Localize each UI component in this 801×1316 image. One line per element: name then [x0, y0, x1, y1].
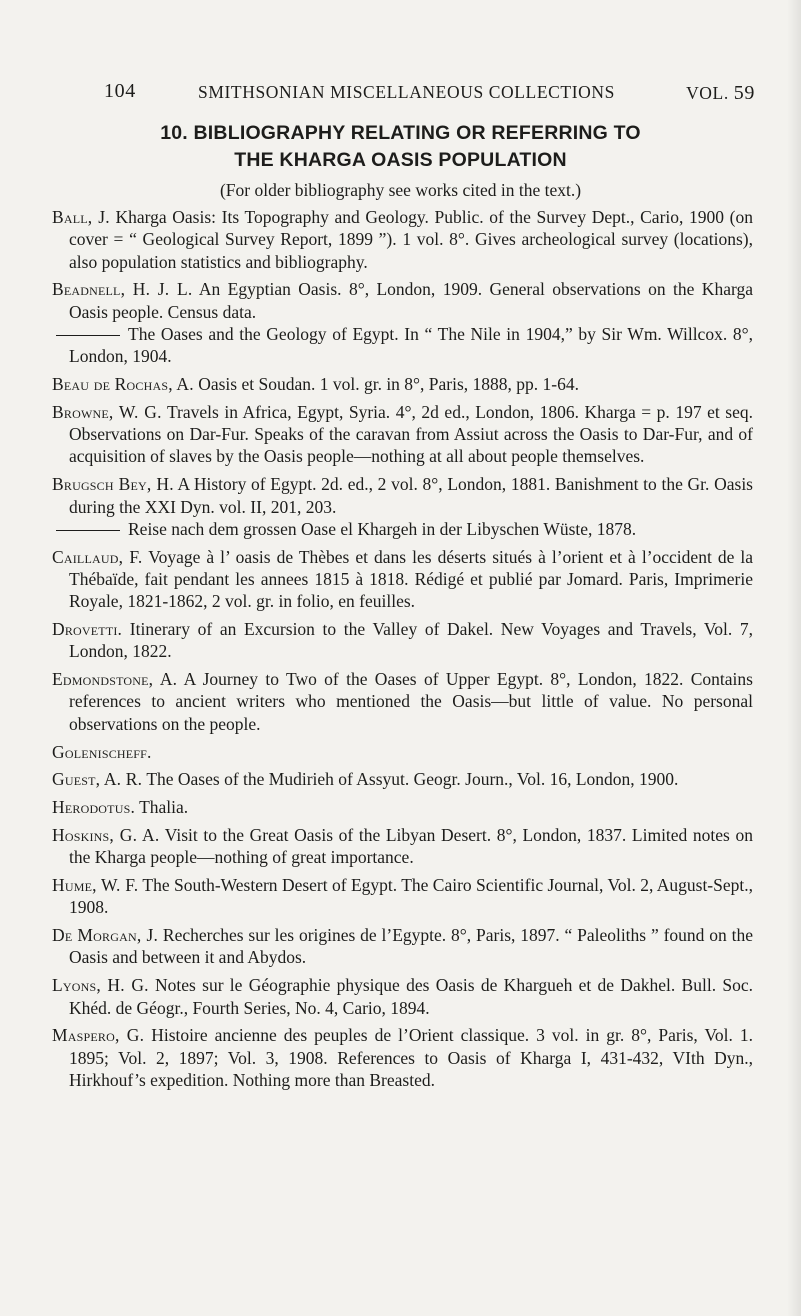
entry-author: Browne, W. G.: [52, 401, 162, 422]
bibliography-entry: [52, 668, 753, 735]
bibliography-entry: [52, 974, 753, 1019]
entry-author: Edmondstone, A.: [52, 669, 178, 690]
entry-text: The Oases of the Mudirieh of Assyut. Geogr. Journ., Vol. 16, London, 1900.: [142, 769, 679, 790]
bibliography-list: [52, 206, 753, 1097]
entry-text: Recherches sur les origines de l’Egypte. 8°, Paris, 1897. “ Paleoliths ” found on the Oasis and between it and Abydos.: [69, 925, 753, 968]
page-number: 104: [104, 80, 136, 102]
volume-number: 59: [733, 82, 755, 104]
entry-author: Brugsch Bey, H.: [52, 474, 174, 495]
bibliography-entry: [52, 824, 753, 869]
entry-text: Oasis et Soudan. 1 vol. gr. in 8°, Paris, 1888, pp. 1-64.: [193, 374, 580, 395]
running-title: SMITHSONIAN MISCELLANEOUS COLLECTIONS: [198, 82, 615, 102]
entry-author: De Morgan, J.: [52, 925, 159, 946]
section-title-line-1: 10. BIBLIOGRAPHY RELATING OR REFERRING TO: [160, 122, 641, 144]
bibliography-entry: [52, 924, 753, 969]
entry-author: Drovetti.: [52, 619, 123, 640]
page-edge-shadow: [787, 0, 801, 1316]
entry-author: Beau de Rochas, A.: [52, 374, 194, 395]
entry-text: Travels in Africa, Egypt, Syria. 4°, 2d ed., London, 1806. Kharga = p. 197 et seq. Observations on Dar-Fur. Speaks of the caravan from Assiut across the Oasis to Dar-Fur, and of acquisition of slaves by the Oasis people—nothing at all about people themselves.: [69, 401, 753, 467]
entry-author: Beadnell, H. J. L.: [52, 279, 193, 300]
bibliography-entry: [52, 618, 753, 663]
section-title: [50, 120, 751, 174]
entry-text: Kharga Oasis: Its Topography and Geology. Public. of the Survey Dept., Cario, 1900 (on cover = “ Geological Survey Report, 1899 ”). 1 vol. 8°. Gives archeological survey (locations), also population statistics and bibliography.: [69, 207, 753, 272]
entry-text: A History of Egypt. 2d. ed., 2 vol. 8°, London, 1881. Banishment to the Gr. Oasis during the XXI Dyn. vol. II, 201, 203.: [69, 474, 753, 517]
ditto-dash: [56, 335, 120, 336]
entry-author: Guest, A. R.: [52, 769, 143, 790]
bibliography-entry: [52, 473, 753, 518]
entry-text: Notes sur le Géographie physique des Oasis de Khargueh et de Dakhel. Bull. Soc. Khéd. de Géogr., Fourth Series, No. 4, Cario, 1894.: [69, 975, 753, 1018]
bibliography-entry: [52, 741, 753, 763]
bibliography-entry: [52, 206, 753, 273]
bibliography-entry: [52, 546, 753, 613]
volume-prefix: VOL.: [686, 83, 729, 103]
bibliography-entry: [52, 768, 753, 790]
bibliography-entry: [52, 373, 753, 395]
entry-text: Voyage à l’ oasis de Thèbes et dans les déserts situés à l’orient et à l’occident de la Thébaïde, fait pendant les annees 1815 à 1818. Rédigé et publié par Jomard. Paris, Imprimerie Royale, 1821-1862, 2 vol. gr. in folio, en feuilles.: [69, 546, 753, 612]
entry-text: A Journey to Two of the Oases of Upper Egypt. 8°, London, 1822. Contains references to ancient writers who mentioned the Oasis—but little of value. No personal observations on the people.: [69, 669, 753, 734]
entry-author: Herodotus.: [52, 797, 136, 818]
entry-author: Hume, W. F.: [52, 875, 139, 896]
ditto-dash: [56, 530, 120, 531]
entry-text: Histoire ancienne des peuples de l’Orient classique. 3 vol. in gr. 8°, Paris, Vol. 1. 1895; Vol. 2, 1897; Vol. 3, 1908. References to Oasis of Kharga I, 431-432, VIth Dyn., Hirkhouf’s expedition. Nothing more than Breasted.: [69, 1025, 753, 1090]
entry-author: Lyons, H. G.: [52, 975, 149, 996]
entry-text: The Oases and the Geology of Egypt. In “ The Nile in 1904,” by Sir Wm. Willcox. 8°, London, 1904.: [69, 323, 753, 367]
bibliography-entry: [52, 796, 753, 818]
entry-author: Hoskins, G. A.: [52, 824, 160, 845]
entry-text: Itinerary of an Excursion to the Valley of Dakel. New Voyages and Travels, Vol. 7, London, 1822.: [69, 619, 753, 662]
running-header: [104, 80, 755, 108]
entry-author: Golenischeff.: [52, 741, 152, 762]
bibliography-entry: [52, 1024, 753, 1091]
entry-text: The South-Western Desert of Egypt. The Cairo Scientific Journal, Vol. 2, August-Sept., 1908.: [69, 875, 753, 918]
entry-text: Visit to the Great Oasis of the Libyan Desert. 8°, London, 1837. Limited notes on the Kharga people—nothing of great importance.: [69, 824, 753, 868]
bibliography-entry: [52, 518, 753, 540]
entry-text: An Egyptian Oasis. 8°, London, 1909. General observations on the Kharga Oasis people. Census data.: [69, 279, 753, 322]
volume-label: [686, 82, 755, 105]
entry-author: Maspero, G.: [52, 1025, 145, 1046]
bibliography-entry: [52, 401, 753, 468]
bibliography-entry: [52, 874, 753, 919]
entry-text: Reise nach dem grossen Oase el Khargeh in der Libyschen Wüste, 1878.: [128, 518, 637, 539]
bibliography-entry: [52, 323, 753, 368]
intro-note: (For older bibliography see works cited in the text.): [219, 180, 582, 200]
entry-text: Thalia.: [135, 797, 189, 818]
bibliography-entry: [52, 278, 753, 323]
entry-author: Caillaud, F.: [52, 546, 143, 567]
section-title-line-2: THE KHARGA OASIS POPULATION: [234, 149, 567, 171]
entry-author: Ball, J.: [52, 207, 110, 227]
